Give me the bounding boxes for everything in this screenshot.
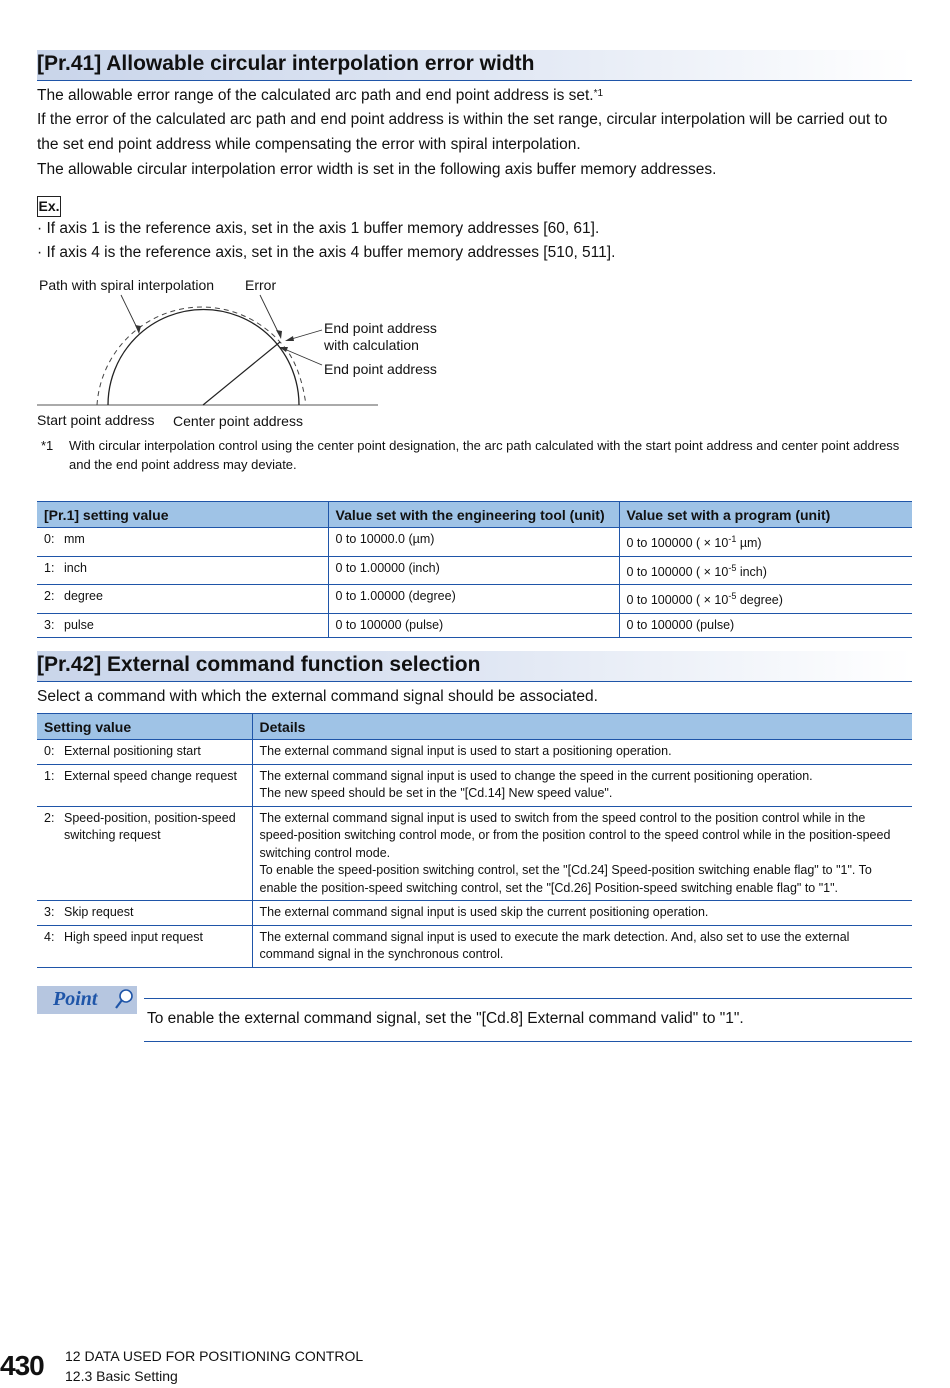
pr41-paragraph-1: The allowable error range of the calculated arc path and end point address is set.$^{*1}$ bbox=[37, 87, 604, 104]
pr41-table bbox=[37, 501, 912, 638]
table-header-row bbox=[37, 714, 912, 740]
table-row bbox=[37, 613, 912, 638]
pr42-table bbox=[37, 713, 912, 968]
pr41-paragraph-2b: the set end point address while compensating the error with spiral interpolation. bbox=[37, 136, 581, 153]
footnote-mark: *1 bbox=[41, 438, 54, 453]
pr41-paragraph-3: The allowable circular interpolation error width is set in the following axis buffer memory addresses. bbox=[37, 161, 717, 178]
table-row bbox=[37, 528, 912, 557]
table-row bbox=[37, 764, 912, 806]
footer-section: 12.3 Basic Setting bbox=[65, 1368, 178, 1384]
example-label: Ex. bbox=[37, 196, 61, 217]
section-header-pr41 bbox=[37, 50, 912, 81]
point-badge bbox=[37, 986, 137, 1014]
table-header-row bbox=[37, 502, 912, 528]
table-row bbox=[37, 901, 912, 926]
section-title-pr41: [Pr.41] Allowable circular interpolation error width bbox=[37, 52, 535, 75]
table-cell: 0: External positioning start bbox=[37, 740, 252, 765]
spiral-path bbox=[97, 307, 306, 405]
footnote-text: With circular interpolation control using the center point designation, the arc path calculated with the start point address and center point address and the end point address may deviate. bbox=[69, 438, 900, 472]
point-label: Point bbox=[53, 988, 98, 1010]
table-cell: 0 to 100000 ( × $10^{-5}$ degree) bbox=[619, 585, 912, 614]
table-cell: 0 to 1.00000 (inch) bbox=[328, 556, 619, 585]
table-row bbox=[37, 740, 912, 765]
table-row bbox=[37, 806, 912, 901]
table-cell: The external command signal input is used to change the speed in the current positioning operation. The new speed should be set in the "[Cd.14] New speed value". bbox=[252, 764, 912, 806]
point-box bbox=[144, 998, 912, 1042]
label-center-address: Center point address bbox=[173, 413, 303, 429]
col-header: Setting value bbox=[37, 714, 252, 740]
pr41-paragraph-2a: If the error of the calculated arc path and end point address is within the set range, circular interpolation will be carried out to bbox=[37, 111, 888, 128]
table-row bbox=[37, 585, 912, 614]
label-path-spiral: Path with spiral interpolation bbox=[39, 277, 215, 293]
col-header: Details bbox=[252, 714, 912, 740]
example-line-1: · If axis 1 is the reference axis, set in the axis 1 buffer memory addresses [60, 61]. bbox=[37, 220, 600, 237]
table-cell: 1: External speed change request bbox=[37, 764, 252, 806]
magnifier-icon bbox=[113, 988, 135, 1010]
point-text: To enable the external command signal, set the "[Cd.8] External command valid" to "1". bbox=[147, 1010, 744, 1027]
col-header: Value set with a program (unit) bbox=[619, 502, 912, 528]
table-cell: The external command signal input is used to start a positioning operation. bbox=[252, 740, 912, 765]
label-error: Error bbox=[245, 277, 277, 293]
page-number: 430 bbox=[0, 1350, 44, 1381]
arc-path bbox=[108, 310, 299, 406]
table-cell: 1: inch bbox=[37, 556, 328, 585]
example-line-2: · If axis 4 is the reference axis, set in the axis 4 buffer memory addresses [510, 511]. bbox=[37, 244, 616, 261]
pr42-intro: Select a command with which the external command signal should be associated. bbox=[37, 688, 598, 705]
table-cell: 4: High speed input request bbox=[37, 925, 252, 967]
label-end-calc-1: End point address bbox=[324, 320, 437, 336]
table-cell: 3: Skip request bbox=[37, 901, 252, 926]
table-cell: The external command signal input is used to switch from the speed control to the position control while in the speed-position switching control mode, or from the position control to the speed control while in the position-speed switching control mode. To enable the speed-position switching control, set the "[Cd.24] Speed-position switching enable flag" to "1". To enable the position-speed switching control, set the "[Cd.26] Position-speed switching enable flag" to "1". bbox=[252, 806, 912, 901]
table-cell: 3: pulse bbox=[37, 613, 328, 638]
table-cell: 2: Speed-position, position-speed switching request bbox=[37, 806, 252, 901]
table-row bbox=[37, 925, 912, 967]
footnote-ref: *1 bbox=[593, 88, 604, 99]
col-header: [Pr.1] setting value bbox=[37, 502, 328, 528]
footer-chapter: 12 DATA USED FOR POSITIONING CONTROL bbox=[65, 1348, 364, 1364]
table-cell: 0 to 1.00000 (degree) bbox=[328, 585, 619, 614]
col-header: Value set with the engineering tool (unit) bbox=[328, 502, 619, 528]
table-cell: The external command signal input is used skip the current positioning operation. bbox=[252, 901, 912, 926]
table-cell: 0 to 100000 ( × $10^{-1}$ µm) bbox=[619, 528, 912, 557]
table-cell: 0: mm bbox=[37, 528, 328, 557]
label-start-address: Start point address bbox=[37, 412, 155, 428]
radius-line bbox=[203, 342, 280, 405]
table-cell: The external command signal input is used to execute the mark detection. And, also set to use the external command signal in the synchronous control. bbox=[252, 925, 912, 967]
section-header-pr42 bbox=[37, 651, 912, 682]
table-cell: 2: degree bbox=[37, 585, 328, 614]
table-cell: 0 to 100000 (pulse) bbox=[619, 613, 912, 638]
table-cell: 0 to 10000.0 (µm) bbox=[328, 528, 619, 557]
leader-end bbox=[282, 348, 322, 365]
label-end-calc-2: with calculation bbox=[324, 337, 419, 353]
table-cell: 0 to 100000 ( × $10^{-5}$ inch) bbox=[619, 556, 912, 585]
label-end-address: End point address bbox=[324, 361, 437, 377]
section-title-pr42: [Pr.42] External command function selection bbox=[37, 653, 481, 676]
table-row bbox=[37, 556, 912, 585]
table-cell: 0 to 100000 (pulse) bbox=[328, 613, 619, 638]
